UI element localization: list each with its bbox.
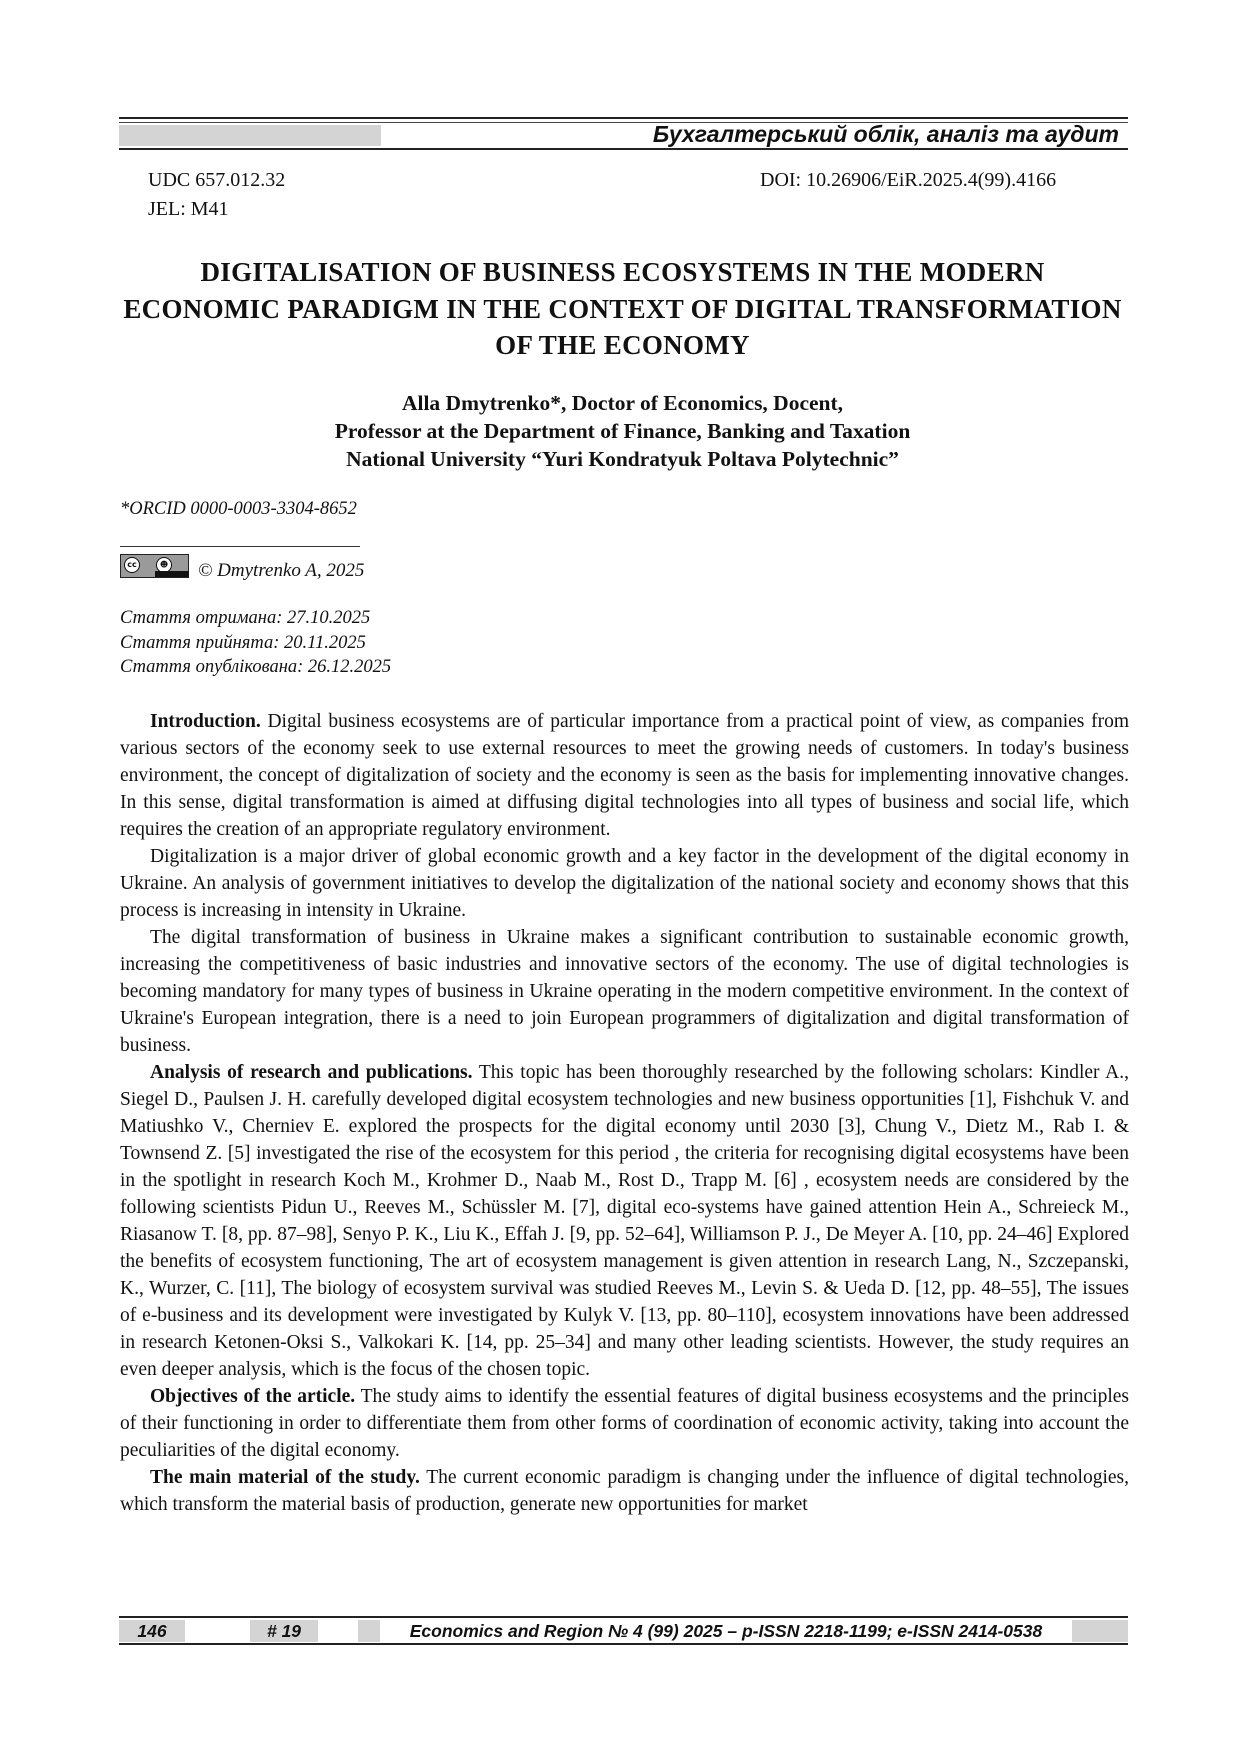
jel-code: JEL: M41 xyxy=(148,198,229,220)
paragraph-introduction: Introduction. Digital business ecosystems are of particular importance from a practical point of view, as companies from various sectors of the economy seek to use external resources to meet the growing needs of customers. In today's business environment, the concept of digitalization of society and the economy is seen as the basis for implementing innovative changes. In this sense, digital transformation is aimed at diffusing digital technologies into all types of business and social life, which requires the creation of an appropriate regulatory environment. xyxy=(120,711,1129,840)
published-date: Стаття опублікована: 26.12.2025 xyxy=(120,657,392,677)
paragraph-main-material: The main material of the study. The current economic paradigm is changing under the influence of digital technologies, which transform the material basis of production, generate new opportunities for market xyxy=(120,1467,1129,1515)
article-title: DIGITALISATION OF BUSINESS ECOSYSTEMS IN THE MODERN ECONOMIC PARADIGM IN THE CONTEXT OF DIGITAL TRANSFORMATION OF THE ECONOMY xyxy=(123,257,1122,360)
author-name-line: Alla Dmytrenko*, Doctor of Economics, Docent, xyxy=(401,391,844,415)
article-body xyxy=(120,708,1129,1518)
header-rule-bottom xyxy=(119,148,1128,150)
page-number: 146 xyxy=(137,1621,167,1641)
section-heading: Objectives of the article. xyxy=(150,1386,356,1407)
by-label-bar xyxy=(155,571,189,577)
footer-gap xyxy=(318,1620,358,1642)
udc-code: UDC 657.012.32 xyxy=(148,169,286,191)
accepted-date: Стаття прийнята: 20.11.2025 xyxy=(120,632,366,653)
author-position-line: Professor at the Department of Finance, Banking and Taxation xyxy=(334,419,911,443)
author-affiliation-line: National University “Yuri Kondratyuk Poltava Polytechnic” xyxy=(346,447,899,471)
footer-rule-top xyxy=(119,1616,1128,1618)
paragraph-analysis: Analysis of research and publications. This topic has been thoroughly researched by the following scholars: Kindler A., Siegel D., Paulsen J. H. carefully developed digital ecosystem technologies and new business opportunities [1], Fishchuk V. and Matiushko V., Cherniev E. explored the prospects for the digital economy until 2030 [3], Chung V., Dietz M., Rab I. & Townsend Z. [5] investigated the rise of the ecosystem for this period , the criteria for recognising digital ecosystems have been in the spotlight in research Koch M., Krohmer D., Naab M., Rost D., Trapp M. [6] , ecosystem needs are considered by the following scientists Pidun U., Reeves M., Schüssler M. [7], digital eco-systems have gained attention Hein A., Schreieck M., Riasanow T. [8, pp. 87–98], Senyo P. K., Liu K., Effah J. [9, pp. 52–64], Williamson P. J., De Meyer A. [10, pp. 24–46] Explored the benefits of ecosystem functioning, The art of ecosystem management is given attention in research Lang, N., Szczepanski, K., Wurzer, C. [11], The biology of ecosystem survival was studied Reeves M., Levin S. & Ueda D. [12, pp. 48–55], The issues of e-business and its development were investigated by Kulyk V. [13, pp. 80–110], ecosystem innovations have been addressed in research Ketonen-Oksi S., Valkokari K. [14, pp. 25–34] and many other leading scientists. However, the study requires an even deeper analysis, which is the focus of the chosen topic. xyxy=(120,1062,1129,1380)
author-block xyxy=(120,389,1125,473)
orcid[interactable]: *ORCID 0000-0003-3304-8652 xyxy=(120,499,357,519)
doi[interactable]: DOI: 10.26906/EiR.2025.4(99).4166 xyxy=(760,169,1057,191)
cc-icon: cc xyxy=(124,557,140,573)
copyright: © Dmytrenko A, 2025 xyxy=(198,560,365,581)
paragraph-objectives: Objectives of the article. The study aims to identify the essential features of digital business ecosystems and the principles of their functioning in order to differentiate them from other forms of coordination of economic activity, taking into account the peculiarities of the digital economy. xyxy=(120,1386,1129,1461)
article-dates xyxy=(120,606,391,680)
paragraph: The digital transformation of business in Ukraine makes a significant contribution to sustainable economic growth, increasing the competitiveness of basic industries and innovative sectors of the economy. The use of digital technologies is becoming mandatory for many types of business in Ukraine operating in the modern competitive environment. In the context of Ukraine's European integration, there is a need to join European programmers of digitalization and digital transformation of business. xyxy=(120,927,1129,1056)
section-heading: The main material of the study. xyxy=(150,1467,420,1488)
section-heading: Introduction. xyxy=(150,711,261,732)
footer-rule-bottom xyxy=(119,1643,1128,1645)
received-date: Стаття отримана: 27.10.2025 xyxy=(120,608,371,628)
journal-info: Economics and Region № 4 (99) 2025 – p-ISSN 2218-1199; e-ISSN 2414-0538 xyxy=(409,1621,1043,1641)
cc-by-license-icon[interactable] xyxy=(120,554,189,578)
header-gray-band xyxy=(119,125,381,146)
issue-number: # 19 xyxy=(266,1621,302,1641)
paragraph: Digitalization is a major driver of global economic growth and a key factor in the development of the digital economy in Ukraine. An analysis of government initiatives to develop the digitalization of the national society and economy shows that this process is increasing in intensity in Ukraine. xyxy=(120,846,1129,921)
journal-section-title: Бухгалтерський облік, аналіз та аудит xyxy=(652,121,1119,147)
by-attribution-icon: ☻ xyxy=(156,557,172,573)
footer-gap xyxy=(185,1620,250,1642)
footnote-rule xyxy=(120,546,360,547)
section-heading: Analysis of research and publications. xyxy=(150,1062,473,1083)
